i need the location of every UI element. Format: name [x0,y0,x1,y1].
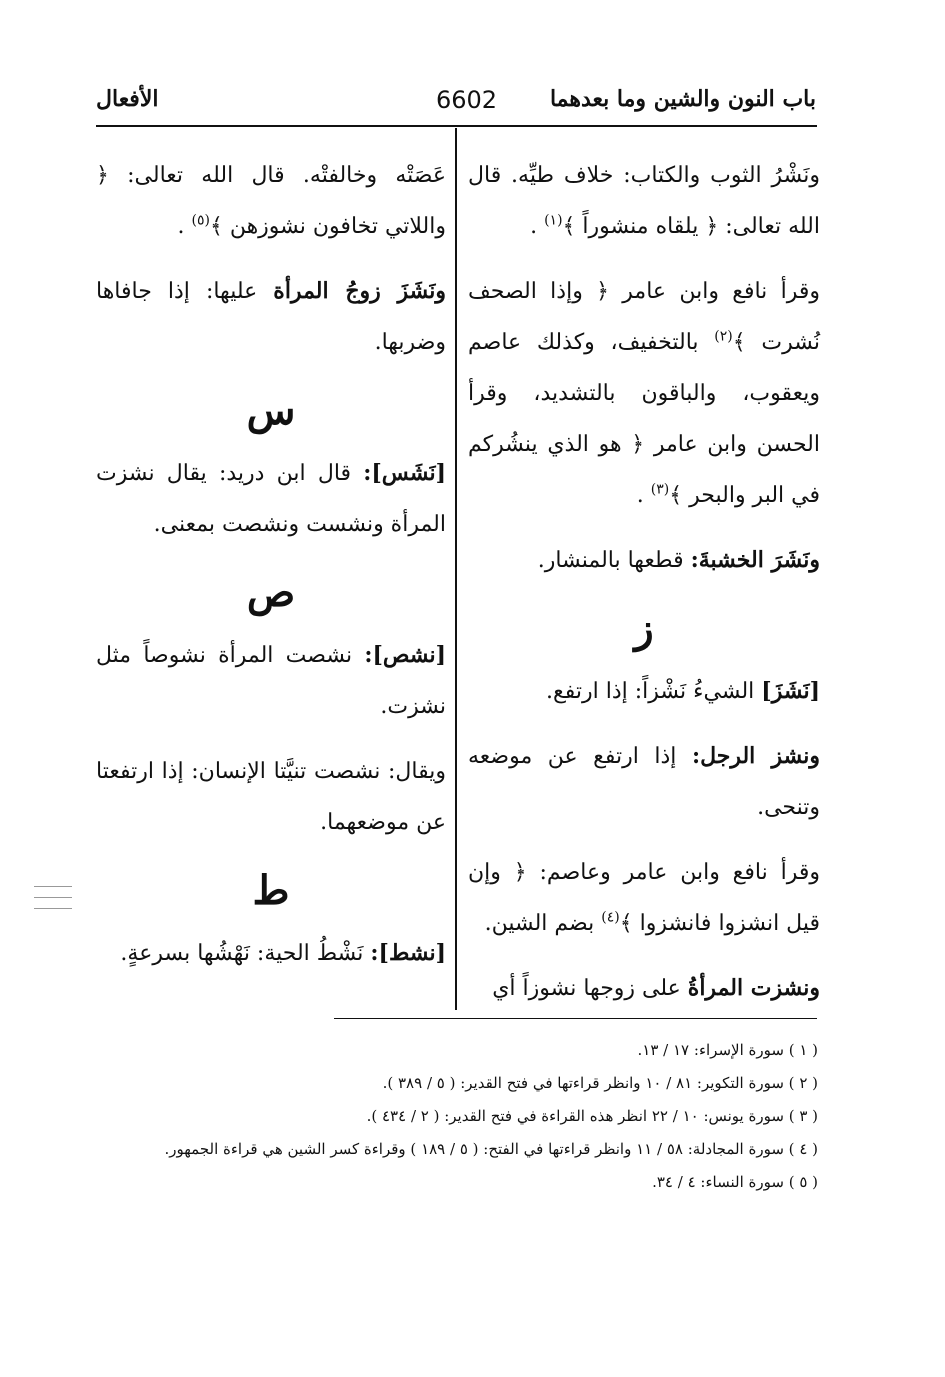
footnote: ( ٥ ) سورة النساء: ٤ / ٣٤. [652,1173,818,1191]
footnote: ( ١ ) سورة الإسراء: ١٧ / ١٣. [637,1041,818,1059]
footnote-ref[interactable]: (٤) [601,909,620,926]
entry-headword: [نَشَس]: [363,460,446,486]
section-letter: ط [252,867,290,914]
entry-headword: ونشزت المرأةُ [687,975,820,1001]
paragraph: [نشط]: نَشْطُ الحية: نَهْشُها بسرعةٍ. [120,940,446,966]
footnote-ref[interactable]: (٣) [650,481,670,498]
footnote-ref[interactable]: (٢) [714,328,733,345]
entry-headword: ونَشَرَ الخشبةَ: [690,547,820,573]
section-title: الأفعال [96,86,159,112]
column-divider [455,128,457,1010]
paragraph: ونَشَرَ الخشبةَ: قطعها بالمنشار. [537,547,820,573]
margin-tick [34,908,72,909]
header-rule [96,125,817,127]
footnote-ref[interactable]: (٥) [191,212,210,229]
paragraph: [نَشَزَ] الشيءُ نَشْزاً: إذا ارتفع. [546,678,820,704]
footnote-ref[interactable]: (١) [544,212,563,229]
footnote: ( ٤ ) سورة المجادلة: ٥٨ / ١١ وانظر قراءتها في الفتح: ( ٥ / ١٨٩ ) وقراءة كسر الشين هي قراءة الجمهور. [164,1140,818,1158]
section-letter: س [246,387,296,434]
footnote-rule [334,1018,817,1019]
paragraph: ونشز الرجل: إذا ارتفع عن موضعه وتنحى. [468,743,820,820]
paragraph: ونشزت المرأةُ على زوجها نشوزاً أي [492,975,820,1001]
page-header [96,86,816,122]
margin-marks [34,886,72,919]
entry-headword: ونَشَزَ زوجُ المرأة [273,278,446,304]
footnote: ( ٢ ) سورة التكوير: ٨١ / ١٠ وانظر قراءتها في فتح القدير: ( ٥ / ٣٨٩ ). [382,1074,818,1092]
paragraph: وقرأ نافع وابن عامر ﴿ وإذا الصحف نُشرت ﴾$^{(٢)}$ بالتخفيف، وكذلك عاصم ويعقوب، والباقون بالتشديد، وقرأ الحسن وابن عامر ﴿ هو الذي ينشُركم في البر والبحر ﴾$^{(٣)}$ . [468,279,820,508]
entry-headword: [نشط]: [370,940,446,966]
margin-tick [34,897,72,898]
paragraph: عَصَتْه وخالفتْه. قال الله تعالى: ﴿ واللاتي تخافون نشوزهن ﴾$^{(٥)}$ . [96,163,446,239]
right-column [468,150,820,1028]
entry-headword: [نَشَزَ] [761,678,820,704]
footnote: ( ٣ ) سورة يونس: ١٠ / ٢٢ انظر هذه القراءة في فتح القدير: ( ٢ / ٤٣٤ ). [366,1107,818,1125]
entry-headword: ونشز الرجل: [691,743,820,769]
section-letter: ص [246,569,296,616]
chapter-title: باب النون والشين وما بعدهما [549,86,816,112]
left-column [96,150,446,993]
paragraph: [نَشَس]: قال ابن دريد: يقال نشزت المرأة ونشست ونشصت بمعنى. [96,460,446,537]
paragraph: ونَشْرُ الثوب والكتاب: خلاف طيِّه. قال الله تعالى: ﴿ يلقاه منشوراً ﴾$^{(١)}$ . [468,163,820,239]
paragraph: ونَشَزَ زوجُ المرأة عليها: إذا جافاها وضربها. [96,278,446,355]
footnotes [118,1034,818,1199]
paragraph: وقرأ نافع وابن عامر وعاصم: ﴿ وإن قيل انشزوا فانشزوا ﴾$^{(٤)}$ بضم الشين. [468,860,820,936]
entry-headword: [نشص]: [364,642,446,668]
paragraph: ويقال: نشصت تنيَّتا الإنسان: إذا ارتفعتا عن موضعهما. [96,759,446,835]
page-number: 6602 [436,86,498,114]
section-letter: ز [634,605,654,652]
margin-tick [34,886,72,887]
paragraph: [نشص]: نشصت المرأة نشوصاً مثل نشزت. [96,642,446,719]
